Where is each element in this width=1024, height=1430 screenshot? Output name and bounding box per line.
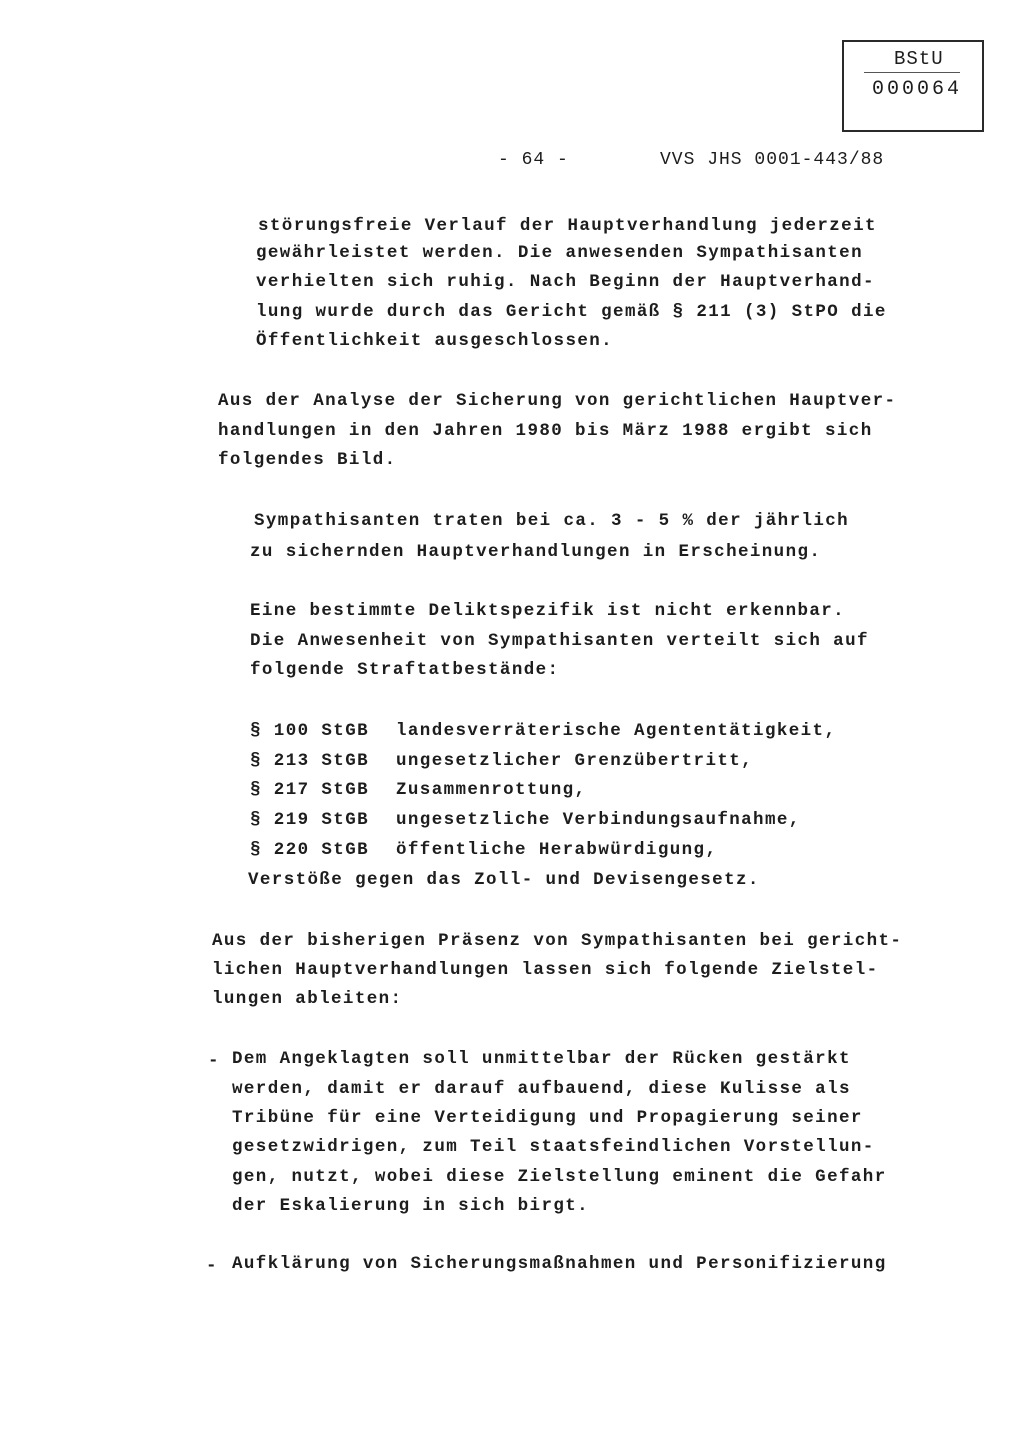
- text-line: lung wurde durch das Gericht gemäß § 211 (3) StPO die: [256, 302, 887, 322]
- text-line: Aus der Analyse der Sicherung von gerichtlichen Hauptver-: [218, 391, 897, 411]
- bullet-dash: -: [206, 1256, 217, 1276]
- bullet-dash: -: [208, 1051, 219, 1071]
- text-line: lichen Hauptverhandlungen lassen sich folgende Zielstel-: [212, 960, 879, 980]
- offense-law: § 217 StGB: [250, 780, 370, 800]
- text-line: folgendes Bild.: [218, 450, 397, 470]
- text-line: störungsfreie Verlauf der Hauptverhandlung jederzeit: [258, 216, 877, 236]
- text-line: Tribüne für eine Verteidigung und Propagierung seiner: [232, 1108, 863, 1128]
- offense-law: § 220 StGB: [250, 840, 370, 860]
- offense-description: ungesetzliche Verbindungsaufnahme,: [396, 810, 801, 830]
- text-line: zu sichernden Hauptverhandlungen in Erscheinung.: [250, 542, 822, 562]
- text-line: lungen ableiten:: [212, 989, 403, 1009]
- stamp-number: 000064: [872, 78, 963, 101]
- offense-law: § 219 StGB: [250, 810, 370, 830]
- stamp-agency: BStU: [894, 48, 944, 70]
- offense-description: öffentliche Herabwürdigung,: [396, 840, 718, 860]
- text-line: Öffentlichkeit ausgeschlossen.: [256, 331, 614, 351]
- text-line: gewährleistet werden. Die anwesenden Sympathisanten: [256, 243, 863, 263]
- text-line: handlungen in den Jahren 1980 bis März 1988 ergibt sich: [218, 421, 873, 441]
- text-line: Aus der bisherigen Präsenz von Sympathisanten bei gericht-: [212, 931, 903, 951]
- text-line: folgende Straftatbestände:: [250, 660, 560, 680]
- archive-stamp: [842, 40, 984, 132]
- text-line: Aufklärung von Sicherungsmaßnahmen und Personifizierung: [232, 1254, 887, 1274]
- document-reference: VVS JHS 0001-443/88: [660, 150, 885, 170]
- text-line: Dem Angeklagten soll unmittelbar der Rücken gestärkt: [232, 1049, 851, 1069]
- stamp-divider: [864, 72, 960, 73]
- text-line: gen, nutzt, wobei diese Zielstellung eminent die Gefahr: [232, 1167, 887, 1187]
- text-line: verhielten sich ruhig. Nach Beginn der Hauptverhand-: [256, 272, 875, 292]
- offense-description: Zusammenrottung,: [396, 780, 587, 800]
- text-line: der Eskalierung in sich birgt.: [232, 1196, 590, 1216]
- text-line: werden, damit er darauf aufbauend, diese Kulisse als: [232, 1079, 851, 1099]
- offense-description: ungesetzlicher Grenzübertritt,: [396, 751, 754, 771]
- text-line: Sympathisanten traten bei ca. 3 - 5 % der jährlich: [254, 511, 850, 531]
- text-line: Die Anwesenheit von Sympathisanten verteilt sich auf: [250, 631, 869, 651]
- offense-extra: Verstöße gegen das Zoll- und Devisengesetz.: [248, 870, 760, 890]
- text-line: gesetzwidrigen, zum Teil staatsfeindlichen Vorstellun-: [232, 1137, 875, 1157]
- offense-description: landesverräterische Agententätigkeit,: [396, 721, 837, 741]
- text-line: Eine bestimmte Deliktspezifik ist nicht erkennbar.: [250, 601, 846, 621]
- offense-law: § 213 StGB: [250, 751, 370, 771]
- page-number: - 64 -: [498, 150, 569, 170]
- offense-law: § 100 StGB: [250, 721, 370, 741]
